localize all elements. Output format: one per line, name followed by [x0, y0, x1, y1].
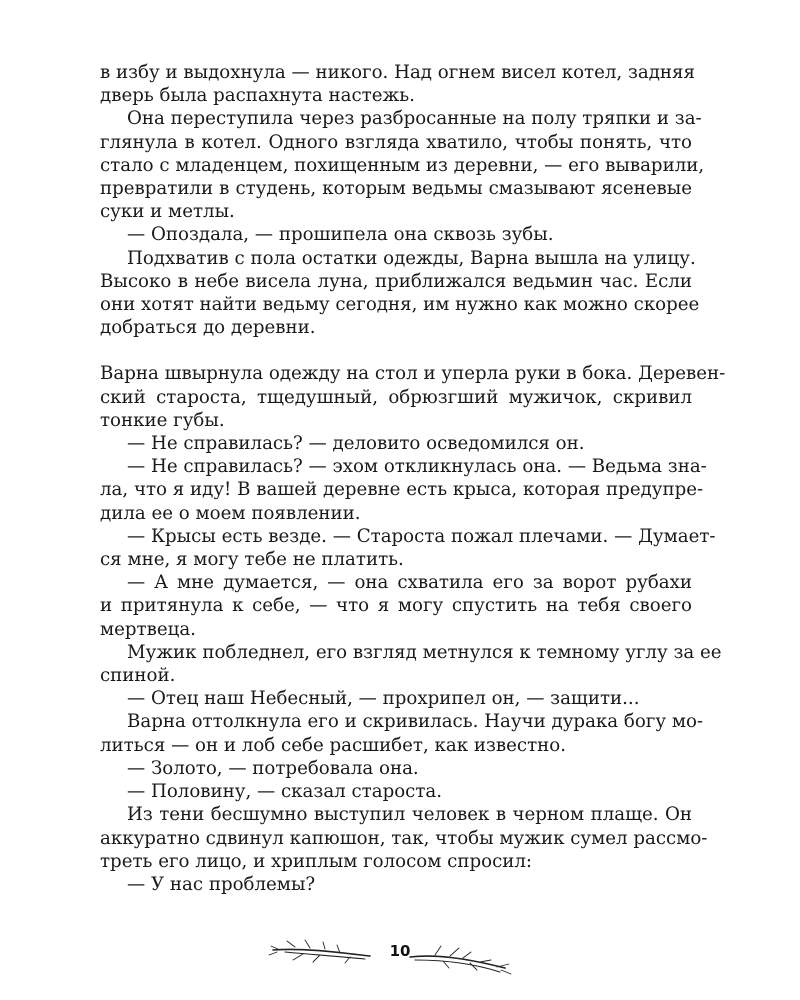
text-line: стало с младенцем, похищенным из деревни, — его выварили,: [100, 154, 705, 176]
text-line: в избу и выдохнула — никого. Над огнем висел котел, задняя: [100, 62, 696, 83]
text-line: дверь была распахнута настежь.: [100, 85, 415, 107]
section-break: [100, 339, 692, 362]
text-line: спиной.: [100, 665, 176, 687]
text-line: они хотят найти ведьму сегодня, им нужно как можно скорее: [100, 294, 700, 316]
text-line: Из тени бесшумно выступил человек в черном плаще. Он: [127, 804, 692, 826]
text-line: добраться до деревни.: [100, 317, 316, 339]
text-line: ла, что я иду! В вашей деревне есть крыса, которая предупре-: [100, 479, 704, 501]
text-line: тонкие губы.: [100, 409, 225, 431]
text-line: аккуратно сдвинул капюшон, так, чтобы мужик сумел рассмо-: [100, 827, 708, 849]
text-line: Варна оттолкнула его и скривилась. Научи дурака богу мо-: [127, 711, 704, 733]
text-line: Варна швырнула одежду на стол и уперла руки в бока. Деревен-: [100, 363, 726, 385]
text-line: глянула в котел. Одного взгляда хватило, чтобы понять, что: [100, 131, 692, 153]
text-line: — Крысы есть везде. — Староста пожал плечами. — Думает-: [127, 525, 716, 547]
text-line: — Половину, — сказал староста.: [127, 781, 443, 803]
text-line: Она переступила через разбросанные на полу тряпки и за-: [127, 108, 702, 130]
text-line: ся мне, я могу тебе не платить.: [100, 549, 404, 571]
text-line: — А мне думается, — она схватила его за ворот рубахи: [127, 572, 692, 594]
text-line: — Опоздала, — прошипела она сквозь зубы.: [127, 224, 554, 246]
page-footer: [0, 930, 800, 980]
text-line: и притянула к себе, — что я могу спустить на тебя своего: [100, 595, 692, 617]
text-line: дила ее о моем появлении.: [100, 502, 361, 524]
text-line: Мужик побледнел, его взгляд метнулся к темному углу за ее: [127, 641, 722, 663]
text-line: литься — он и лоб себе расшибет, как известно.: [100, 734, 567, 756]
page-number: 10: [389, 942, 411, 960]
text-line: Подхватив с пола остатки одежды, Варна вышла на улицу.: [127, 247, 696, 269]
text-line: — Золото, — потребовала она.: [127, 757, 419, 779]
text-line: мертвеца.: [100, 618, 196, 640]
text-line: — Не справилась? — деловито осведомился он.: [127, 433, 585, 455]
text-line: суки и метлы.: [100, 201, 235, 223]
text-line: — У нас проблемы?: [127, 873, 316, 895]
text-line: превратили в студень, которым ведьмы смазывают ясеневые: [100, 178, 692, 200]
page-body: [100, 61, 726, 896]
text-line: — Отец наш Небесный, — прохрипел он, — защити...: [127, 688, 640, 710]
text-line: — Не справилась? — эхом откликнулась она. — Ведьма зна-: [127, 456, 707, 478]
text-line: ский староста, тщедушный, обрюзгший мужичок, скривил: [100, 386, 692, 408]
text-line: Высоко в небе висела луна, приближался ведьмин час. Если: [100, 270, 692, 292]
text-line: треть его лицо, и хриплым голосом спросил:: [100, 850, 533, 872]
